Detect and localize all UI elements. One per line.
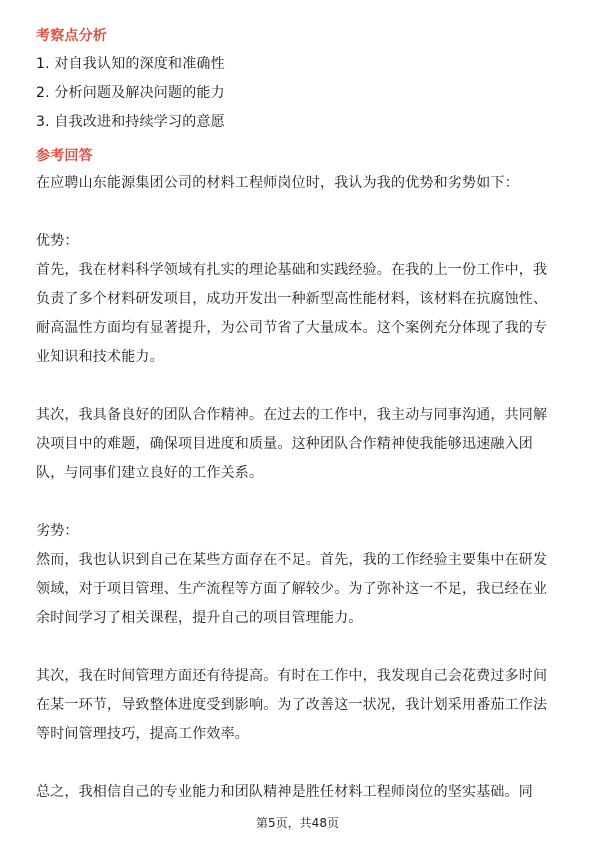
analysis-point: 1. 对自我认知的深度和准确性 (36, 56, 225, 72)
paragraph-line: 其次，我具备良好的团队合作精神。在过去的工作中，我主动与同事沟通，共同解 (36, 407, 548, 423)
paragraph-line: 总之，我相信自己的专业能力和团队精神是胜任材料工程师岗位的坚实基础。同 (36, 784, 533, 800)
analysis-heading: 考察点分析 (36, 28, 107, 44)
paragraph-line: 其次，我在时间管理方面还有待提高。有时在工作中，我发现自己会花费过多时间 (36, 668, 548, 684)
analysis-point: 2. 分析问题及解决问题的能力 (36, 85, 225, 101)
strengths-label: 优势： (36, 233, 79, 249)
reference-intro: 在应聘山东能源集团公司的材料工程师岗位时，我认为我的优势和劣势如下： (36, 175, 519, 191)
paragraph-line: 耐高温性方面均有显著提升，为公司节省了大量成本。这个案例充分体现了我的专 (36, 320, 548, 336)
paragraph-line: 在某一环节，导致整体进度受到影响。为了改善这一状况，我计划采用番茄工作法 (36, 697, 548, 713)
reference-heading: 参考回答 (36, 148, 93, 164)
weaknesses-label: 劣势： (36, 523, 79, 539)
paragraph-line: 业知识和技术能力。 (36, 349, 164, 365)
paragraph-line: 领域，对于项目管理、生产流程等方面了解较少。为了弥补这一不足，我已经在业 (36, 581, 548, 597)
page-number: 第5页，共48页 (256, 816, 339, 830)
paragraph-line: 决项目中的难题，确保项目进度和质量。这种团队合作精神使我能够迅速融入团 (36, 436, 533, 452)
analysis-point: 3. 自我改进和持续学习的意愿 (36, 114, 225, 130)
paragraph-line: 等时间管理技巧，提高工作效率。 (36, 726, 249, 742)
paragraph-line: 首先，我在材料科学领域有扎实的理论基础和实践经验。在我的上一份工作中，我 (36, 262, 548, 278)
paragraph-line: 余时间学习了相关课程，提升自己的项目管理能力。 (36, 610, 363, 626)
paragraph-line: 队，与同事们建立良好的工作关系。 (36, 465, 264, 481)
paragraph-line: 然而，我也认识到自己在某些方面存在不足。首先，我的工作经验主要集中在研发 (36, 552, 548, 568)
paragraph-line: 负责了多个材料研发项目，成功开发出一种新型高性能材料，该材料在抗腐蚀性、 (36, 291, 548, 307)
